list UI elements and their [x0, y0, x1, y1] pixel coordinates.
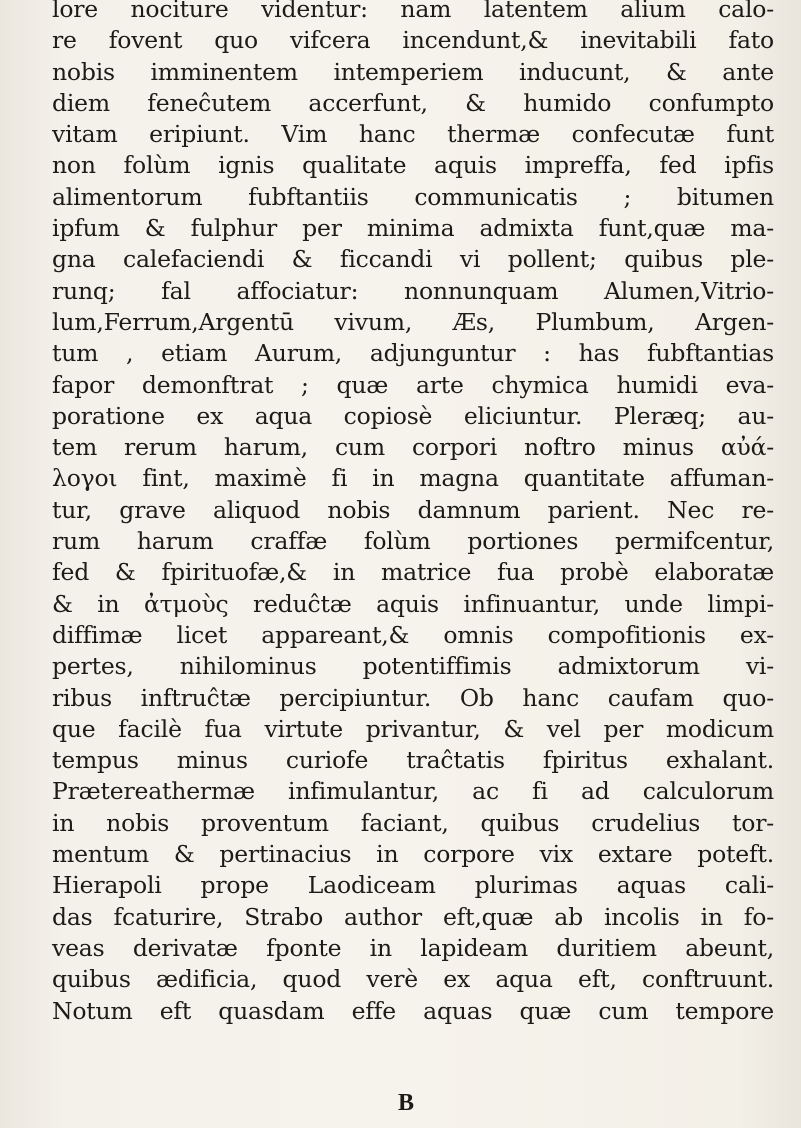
- text-line: λογοι fint, maximè fi in magna quantitate affuman-: [52, 464, 774, 493]
- text-line: veas derivatæ fponte in lapideam duritiem abeunt,: [52, 933, 774, 962]
- text-line: nobis imminentem intemperiem inducunt, & ante: [52, 57, 774, 86]
- text-line: mentum & pertinacius in corpore vix extare poteft.: [52, 840, 774, 869]
- text-line: fapor demonftrat ; quæ arte chymica humidi eva-: [52, 370, 774, 399]
- text-line: Notum eft quasdam effe aquas quæ cum tempore: [52, 996, 774, 1025]
- text-line: diffimæ licet appareant,& omnis compofitionis ex-: [52, 620, 774, 649]
- text-line: tum , etiam Aurum, adjunguntur : has fubftantias: [52, 339, 774, 368]
- text-line: que facilè fua virtute privantur, & vel per modicum: [52, 714, 774, 743]
- body-text: [52, 0, 774, 1027]
- text-line: re fovent quo vifcera incendunt,& inevitabili fato: [52, 26, 774, 55]
- text-line: fed & fpirituofæ,& in matrice fua probè elaboratæ: [52, 558, 774, 587]
- text-line: pertes, nihilominus potentiffimis admixtorum vi-: [52, 652, 774, 681]
- text-line: rum harum craffæ folùm portiones permifcentur,: [52, 527, 774, 556]
- text-line: ipfum & fulphur per minima admixta funt,quæ ma-: [52, 214, 774, 243]
- text-line: lum,Ferrum,Argentū vivum, Æs, Plumbum, Argen-: [52, 307, 774, 336]
- text-line: gna calefaciendi & ficcandi vi pollent; quibus ple-: [52, 245, 774, 274]
- text-line: quibus ædificia, quod verè ex aqua eft, conftruunt.: [52, 965, 774, 994]
- text-line: in nobis proventum faciant, quibus crudelius tor-: [52, 808, 774, 837]
- signature-mark: B: [398, 1090, 415, 1116]
- text-line: alimentorum fubftantiis communicatis ; bitumen: [52, 182, 774, 211]
- text-line: lore nociture videntur: nam latentem alium calo-: [52, 0, 774, 23]
- text-line: ribus inftruĉtæ percipiuntur. Ob hanc caufam quo-: [52, 683, 774, 712]
- text-line: tur, grave aliquod nobis damnum parient. Nec re-: [52, 495, 774, 524]
- text-line: tempus minus curiofe traĉtatis fpiritus exhalant.: [52, 746, 774, 775]
- text-line: tem rerum harum, cum corpori noftro minus αὐά-: [52, 433, 774, 462]
- text-line: Prætereathermæ infimulantur, ac fi ad calculorum: [52, 777, 774, 806]
- text-line: das fcaturire, Strabo author eft,quæ ab incolis in fo-: [52, 902, 774, 931]
- text-line: runq; fal affociatur: nonnunquam Alumen,Vitrio-: [52, 276, 774, 305]
- text-line: vitam eripiunt. Vim hanc thermæ confecutæ funt: [52, 120, 774, 149]
- text-line: non folùm ignis qualitate aquis impreffa, fed ipfis: [52, 151, 774, 180]
- text-line: Hierapoli prope Laodiceam plurimas aquas cali-: [52, 871, 774, 900]
- text-line: poratione ex aqua copiosè eliciuntur. Pleræq; au-: [52, 401, 774, 430]
- text-line: & in ἀτμοὺς reduĉtæ aquis infinuantur, unde limpi-: [52, 589, 774, 618]
- text-line: diem feneĉutem accerfunt, & humido confumpto: [52, 88, 774, 117]
